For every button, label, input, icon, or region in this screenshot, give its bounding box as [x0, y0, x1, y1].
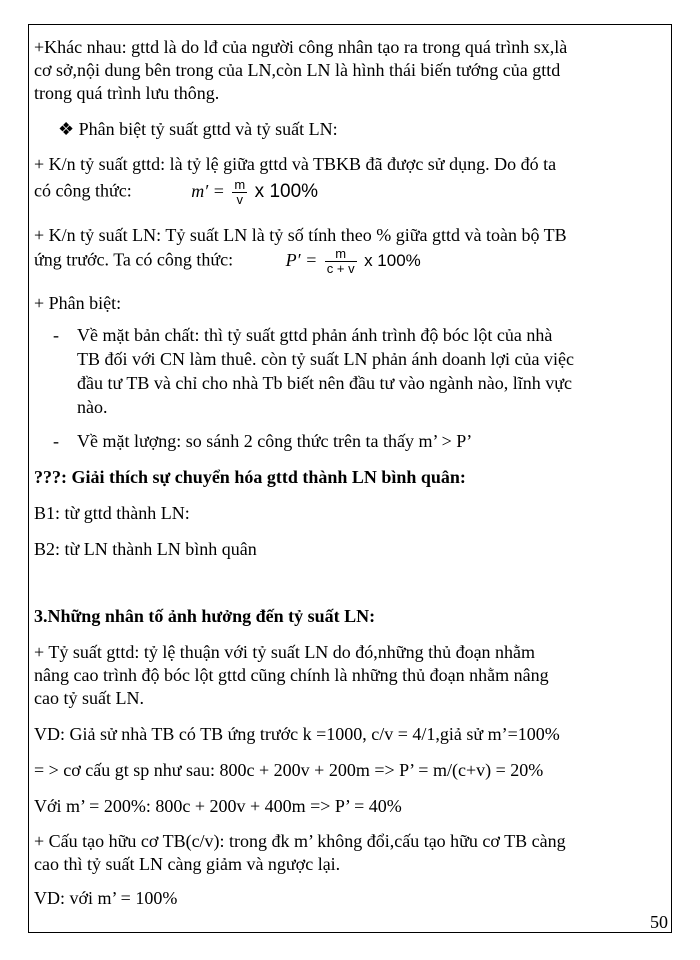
- text-line: + Cấu tạo hữu cơ TB(c/v): trong đk m’ không đổi,cấu tạo hữu cơ TB càng: [34, 831, 566, 851]
- formula-line-2: [34, 247, 664, 276]
- text-line: B2: từ LN thành LN bình quân: [34, 539, 257, 559]
- formula-label: ứng trước. Ta có công thức:: [34, 249, 234, 270]
- text-line: cơ sở,nội dung bên trong của LN,còn LN là hình thái biến tướng của gttd: [34, 60, 561, 80]
- text-line: = > cơ cấu gt sp như sau: 800c + 200v + 200m => P’ = m/(c+v) = 20%: [34, 760, 544, 780]
- text-line: VD: với m’ = 100%: [34, 888, 178, 908]
- text-line: Về mặt bản chất: thì tỷ suất gttd phản ánh trình độ bóc lột của nhà: [77, 325, 553, 345]
- formula-profit-rate-ln: [285, 246, 421, 276]
- fraction-denominator: v: [236, 192, 243, 207]
- text-line: + K/n tỷ suất gttd: là tỷ lệ giữa gttd và TBKB đã được sử dụng. Do đó ta: [34, 154, 557, 174]
- text-line: + Tỷ suất gttd: tỷ lệ thuận với tỷ suất LN do đó,những thủ đoạn nhằm: [34, 642, 536, 662]
- text-line: + Phân biệt:: [34, 293, 122, 313]
- text-line: nào.: [77, 397, 108, 417]
- text-line: VD: Giả sử nhà TB có TB ứng trước k =1000, c/v = 4/1,giả sử m’=100%: [34, 724, 560, 744]
- section-heading: 3.Những nhân tố ảnh hưởng đến tỷ suất LN:: [34, 606, 376, 626]
- text-line: cao tỷ suất LN.: [34, 688, 144, 708]
- text-line: đầu tư TB và chỉ cho nhà Tb biết nên đầu tư vào ngành nào, lĩnh vực: [77, 373, 572, 393]
- fraction-numerator: m: [234, 177, 246, 192]
- formula-lhs: P′ =: [285, 249, 318, 270]
- formula-rest: x 100%: [364, 250, 421, 270]
- text-line: + K/n tỷ suất LN: Tỷ suất LN là tỷ số tính theo % giữa gttd và toàn bộ TB: [34, 225, 567, 245]
- formula-label: có công thức:: [34, 180, 132, 201]
- dash-marker: -: [53, 431, 59, 451]
- text-line: cao thì tỷ suất LN càng giảm và ngược lại.: [34, 854, 341, 874]
- text-line: Về mặt lượng: so sánh 2 công thức trên ta thấy m’ > P’: [77, 431, 473, 451]
- formula-line-1: [34, 178, 664, 207]
- formula-fraction: [232, 178, 247, 207]
- formula-rest: x 100%: [254, 180, 319, 202]
- text-line: nâng cao trình độ bóc lột gttd cũng chính là những thủ đoạn nhằm nâng: [34, 665, 549, 685]
- fraction-denominator: c + v: [326, 261, 355, 276]
- formula-lhs: m′ =: [191, 180, 225, 201]
- formula-fraction: [325, 247, 357, 276]
- question-heading: ???: Giải thích sự chuyển hóa gttd thành LN bình quân:: [34, 467, 466, 487]
- formula-profit-rate-gttd: [191, 177, 319, 207]
- text-line: trong quá trình lưu thông.: [34, 83, 220, 103]
- page-number: 50: [650, 912, 668, 932]
- fraction-numerator: m: [325, 247, 357, 262]
- bullet-heading: ❖ Phân biệt tỷ suất gttd và tỷ suất LN:: [58, 119, 338, 139]
- text-line: B1: từ gttd thành LN:: [34, 503, 190, 523]
- text-line: Với m’ = 200%: 800c + 200v + 400m => P’ = 40%: [34, 796, 402, 816]
- dash-marker: -: [53, 325, 59, 345]
- text-line: TB đối với CN làm thuê. còn tỷ suất LN phản ánh doanh lợi của việc: [77, 349, 574, 369]
- text-line: +Khác nhau: gttd là do lđ của người công nhân tạo ra trong quá trình sx,là: [34, 37, 568, 57]
